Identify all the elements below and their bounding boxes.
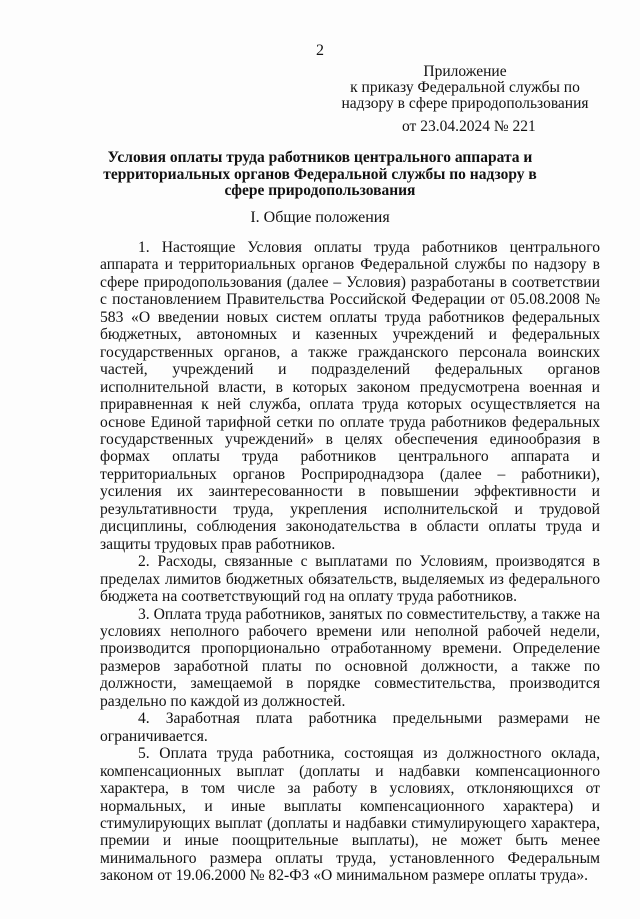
section-heading: I. Общие положения bbox=[250, 209, 390, 226]
appendix-block bbox=[340, 64, 590, 112]
document-title: Условия оплаты труда работников центрального аппарата и территориальных органов Федеральной службы по надзору в сфере природопользования bbox=[103, 149, 537, 199]
paragraph-2: 2. Расходы, связанные с выплатами по Условиям, производятся в пределах лимитов бюджетных обязательств, выделяемых из федерального бюджета на соответствующий год на оплату труда работников. bbox=[100, 553, 600, 606]
appendix-order-line: к приказу Федеральной службы по bbox=[350, 79, 580, 96]
appendix-date: от 23.04.2024 № 221 bbox=[402, 118, 536, 135]
document-body bbox=[100, 239, 600, 885]
appendix-label: Приложение bbox=[423, 63, 507, 80]
paragraph-1: 1. Настоящие Условия оплаты труда работников центрального аппарата и территориальных органов Федеральной службы по надзору в сфере природопользования (далее – Условия) разработаны в соответствии с постановлением Правительства Российской Федерации от 05.08.2008 № 583 «О введении новых систем оплаты труда работников федеральных бюджетных, автономных и казенных учреждений и федеральных государственных органов, а также гражданского персонала воинских частей, учреждений и подразделений федеральных органов исполнительной власти, в которых законом предусмотрена военная и приравненная к ней служба, оплата труда которых осуществляется на основе Единой тарифной сетки по оплате труда работников федеральных государственных учреждений» в целях обеспечения единообразия в формах оплаты труда работников центрального аппарата и территориальных органов Росприроднадзора (далее – работники), усиления их заинтересованности в повышении эффективности и результативности труда, укрепления исполнительской и трудовой дисциплины, соблюдения законодательства в области оплаты труда и защиты трудовых прав работников. bbox=[100, 239, 600, 553]
paragraph-5: 5. Оплата труда работника, состоящая из должностного оклада, компенсационных выплат (доплаты и надбавки компенсационного характера, в том числе за работу в условиях, отклоняющихся от нормальных, и иные выплаты компенсационного характера) и стимулирующих выплат (доплаты и надбавки стимулирующего характера, премии и иные поощрительные выплаты), не может быть менее минимального размера оплаты труда, установленного Федеральным законом от 19.06.2000 № 82-ФЗ «О минимальном размере оплаты труда». bbox=[100, 745, 600, 885]
page-number: 2 bbox=[316, 42, 324, 59]
appendix-agency-line: надзору в сфере природопользования bbox=[341, 95, 589, 112]
paragraph-4: 4. Заработная плата работника предельными размерами не ограничивается. bbox=[100, 710, 600, 745]
paragraph-3: 3. Оплата труда работников, занятых по совместительству, а также на условиях неполного рабочего времени или неполной рабочей недели, производится пропорционально отработанному времени. Определение размеров заработной платы по основной должности, а также по должности, замещаемой в порядке совместительства, производится раздельно по каждой из должностей. bbox=[100, 605, 600, 710]
